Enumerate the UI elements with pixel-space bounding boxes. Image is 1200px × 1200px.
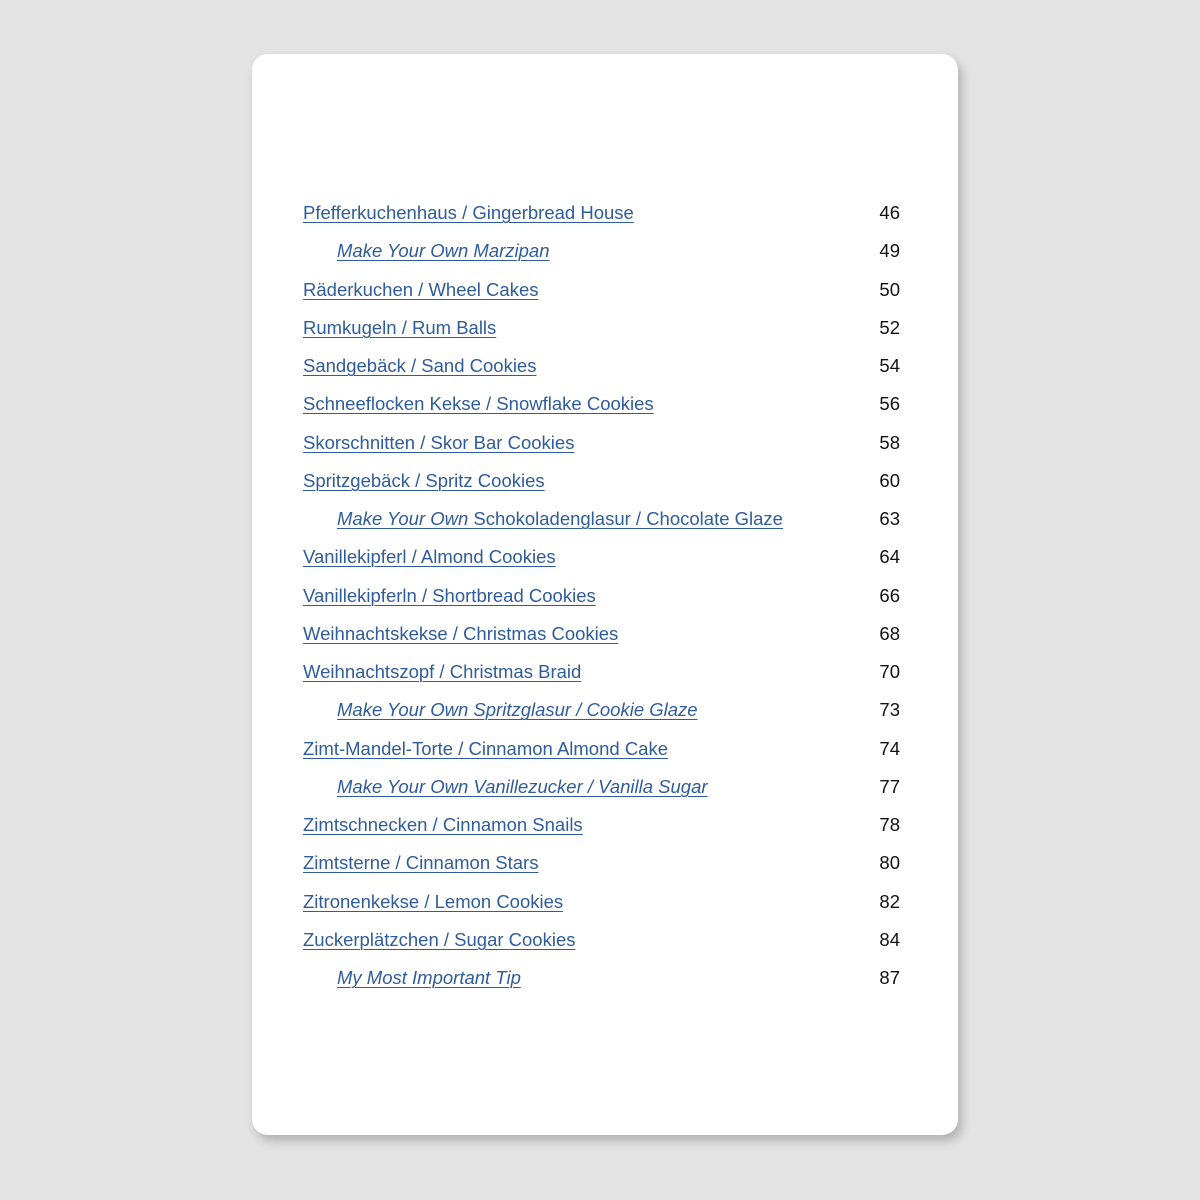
toc-entry-title: Weihnachtskekse / Christmas Cookies xyxy=(303,622,619,644)
toc-entry xyxy=(303,888,900,926)
toc-page-number: 56 xyxy=(879,393,900,415)
toc-entry-link[interactable] xyxy=(303,811,583,839)
toc-entry-link[interactable] xyxy=(303,543,556,571)
toc-page-number: 84 xyxy=(879,928,900,950)
toc-entry xyxy=(303,390,900,428)
toc-entry-link[interactable] xyxy=(303,926,576,954)
toc-page-number: 52 xyxy=(879,316,900,338)
toc-entry-link[interactable] xyxy=(303,620,618,648)
toc-entry xyxy=(303,505,900,543)
toc-entry-title: Weihnachtszopf / Christmas Braid xyxy=(303,661,582,682)
toc-entry-link[interactable] xyxy=(337,237,550,265)
toc-entry xyxy=(303,352,900,390)
toc-page-number: 49 xyxy=(879,240,900,262)
toc-entry-title: Skorschnitten / Skor Bar Cookies xyxy=(303,431,575,453)
toc-entry-link[interactable] xyxy=(303,199,634,227)
toc-entry xyxy=(303,199,900,237)
toc-entry-title: Make Your Own Marzipan xyxy=(337,240,550,262)
toc-page-number: 54 xyxy=(879,355,900,376)
toc-entry-title: Zimtsterne / Cinnamon Stars xyxy=(303,852,539,874)
table-of-contents xyxy=(303,199,900,1002)
toc-page-number: 64 xyxy=(879,546,900,568)
toc-page-number: 63 xyxy=(879,508,900,529)
toc-page-number: 80 xyxy=(879,852,900,874)
toc-entry-link[interactable] xyxy=(303,735,668,763)
toc-entry xyxy=(303,849,900,887)
toc-entry xyxy=(303,582,900,620)
toc-entry-title: Zimt-Mandel-Torte / Cinnamon Almond Cake xyxy=(303,737,669,759)
toc-entry-link[interactable] xyxy=(303,390,654,418)
toc-entry-title: Schneeflocken Kekse / Snowflake Cookies xyxy=(303,393,654,415)
toc-entry xyxy=(303,735,900,773)
toc-entry-title: My Most Important Tip xyxy=(337,967,521,988)
toc-entry-link[interactable] xyxy=(337,696,698,724)
toc-entry xyxy=(303,276,900,314)
toc-entry xyxy=(303,429,900,467)
toc-entry-title: Räderkuchen / Wheel Cakes xyxy=(303,278,539,300)
toc-page-number: 82 xyxy=(879,890,900,912)
toc-page-number: 66 xyxy=(879,584,900,606)
toc-entry xyxy=(303,658,900,696)
toc-entry-title: Vanillekipferl / Almond Cookies xyxy=(303,546,556,568)
toc-entry-link[interactable] xyxy=(303,582,596,610)
toc-entry-title: Make Your Own Spritzglasur / Cookie Glaze xyxy=(337,699,698,721)
toc-page-number: 74 xyxy=(879,737,900,759)
toc-entry-link[interactable] xyxy=(303,888,563,916)
toc-entry xyxy=(303,314,900,352)
toc-entry xyxy=(303,926,900,964)
toc-page-number: 58 xyxy=(879,431,900,453)
toc-entry-title: Zimtschnecken / Cinnamon Snails xyxy=(303,814,583,835)
toc-entry xyxy=(303,543,900,581)
toc-entry-link[interactable] xyxy=(303,467,545,495)
toc-entry-link[interactable] xyxy=(303,658,581,686)
toc-entry-link[interactable] xyxy=(303,276,538,304)
toc-page-number: 70 xyxy=(879,661,900,682)
toc-entry-link[interactable] xyxy=(303,429,574,457)
toc-entry-title: Sandgebäck / Sand Cookies xyxy=(303,355,537,376)
toc-entry xyxy=(303,811,900,849)
toc-page-number: 50 xyxy=(879,278,900,300)
toc-entry-italic-prefix: Make Your Own xyxy=(337,508,474,529)
toc-entry xyxy=(303,467,900,505)
toc-page-number: 68 xyxy=(879,622,900,644)
toc-entry xyxy=(303,773,900,811)
toc-page-number: 78 xyxy=(879,814,900,835)
toc-page-number: 60 xyxy=(879,469,900,491)
toc-entry xyxy=(303,620,900,658)
toc-entry-title: Zitronenkekse / Lemon Cookies xyxy=(303,890,564,912)
toc-entry xyxy=(303,964,900,1002)
toc-entry-link[interactable] xyxy=(303,314,496,342)
toc-entry-title: Pfefferkuchenhaus / Gingerbread House xyxy=(303,202,634,223)
toc-entry xyxy=(303,696,900,734)
document-page xyxy=(252,54,958,1135)
toc-entry-title: Spritzgebäck / Spritz Cookies xyxy=(303,469,545,491)
toc-entry-title: Rumkugeln / Rum Balls xyxy=(303,316,497,338)
toc-entry-link[interactable] xyxy=(337,964,521,992)
toc-page-number: 77 xyxy=(879,775,900,797)
toc-entry xyxy=(303,237,900,275)
toc-page-number: 46 xyxy=(879,202,900,223)
toc-entry-title: Vanillekipferln / Shortbread Cookies xyxy=(303,584,596,606)
toc-entry-link[interactable] xyxy=(337,505,783,533)
toc-entry-title: Zuckerplätzchen / Sugar Cookies xyxy=(303,928,576,950)
toc-entry-title: Schokoladenglasur / Chocolate Glaze xyxy=(473,508,783,529)
toc-entry-link[interactable] xyxy=(303,849,538,877)
toc-entry-link[interactable] xyxy=(337,773,708,801)
toc-entry-title: Make Your Own Vanillezucker / Vanilla Sugar xyxy=(337,775,708,797)
toc-entry-link[interactable] xyxy=(303,352,536,380)
toc-page-number: 73 xyxy=(879,699,900,721)
toc-page-number: 87 xyxy=(879,967,900,988)
